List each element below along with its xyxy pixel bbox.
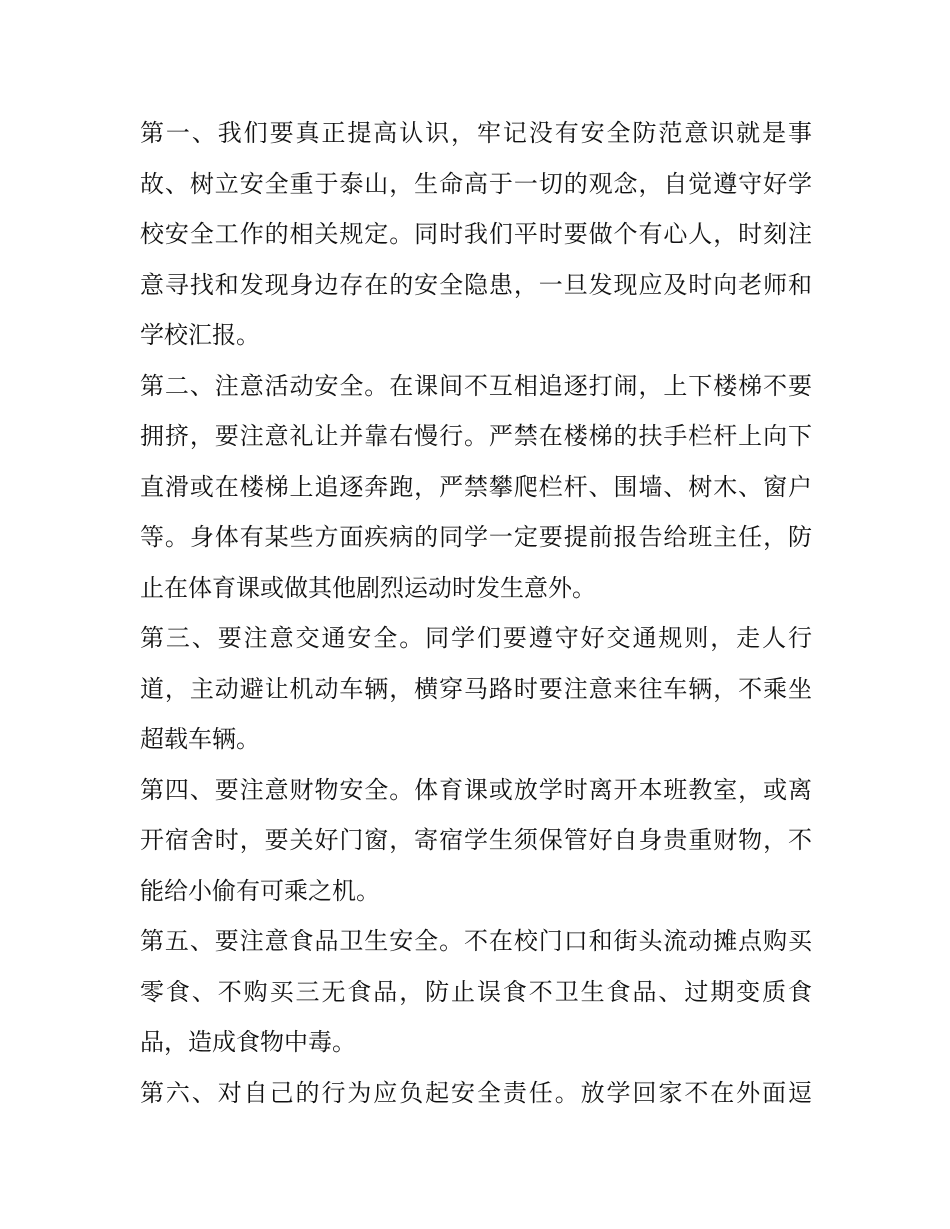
text-line: 学校汇报。 xyxy=(140,321,260,349)
text-line: 品，造成食物中毒。 xyxy=(140,1028,356,1056)
paragraph-traffic-safety xyxy=(140,613,812,765)
text-line: 第三、要注意交通安全。同学们要遵守好交通规则，走人行 xyxy=(140,624,812,652)
text-line: 超载车辆。 xyxy=(140,725,260,753)
text-line: 道，主动避让机动车辆，横穿马路时要注意来往车辆，不乘坐 xyxy=(140,674,812,703)
text-line: 第五、要注意食品卫生安全。不在校门口和街头流动摊点购买 xyxy=(140,927,812,955)
text-line: 开宿舍时，要关好门窗，寄宿学生须保管好自身贵重财物，不 xyxy=(140,826,812,854)
text-line: 等。身体有某些方面疾病的同学一定要提前报告给班主任，防 xyxy=(140,523,812,551)
text-line: 第六、对自己的行为应负起安全责任。放学回家不在外面逗 xyxy=(140,1078,812,1107)
text-line: 拥挤，要注意礼让并靠右慢行。严禁在楼梯的扶手栏杆上向下 xyxy=(140,422,812,450)
text-line: 故、树立安全重于泰山，生命高于一切的观念，自觉遵守好学 xyxy=(140,169,812,198)
text-line: 直滑或在楼梯上追逐奔跑，严禁攀爬栏杆、围墙、树木、窗户 xyxy=(140,472,812,501)
text-line: 止在体育课或做其他剧烈运动时发生意外。 xyxy=(140,573,596,602)
text-line: 第四、要注意财物安全。体育课或放学时离开本班教室，或离 xyxy=(140,775,812,804)
text-line: 第二、注意活动安全。在课间不互相追逐打闹，上下楼梯不要 xyxy=(140,371,812,400)
text-line: 校安全工作的相关规定。同时我们平时要做个有心人，时刻注 xyxy=(140,220,812,248)
paragraph-behavior-responsibility xyxy=(140,1068,812,1119)
text-line: 零食、不购买三无食品，防止误食不卫生食品、过期变质食 xyxy=(140,977,812,1006)
paragraph-activity-safety xyxy=(140,361,812,614)
document-body xyxy=(140,108,812,1118)
text-line: 能给小偷有可乘之机。 xyxy=(140,876,380,905)
paragraph-food-safety xyxy=(140,916,812,1068)
paragraph-property-safety xyxy=(140,765,812,917)
text-line: 第一、我们要真正提高认识，牢记没有安全防范意识就是事 xyxy=(140,119,812,147)
paragraph-awareness xyxy=(140,108,812,361)
text-line: 意寻找和发现身边存在的安全隐患，一旦发现应及时向老师和 xyxy=(140,270,812,299)
